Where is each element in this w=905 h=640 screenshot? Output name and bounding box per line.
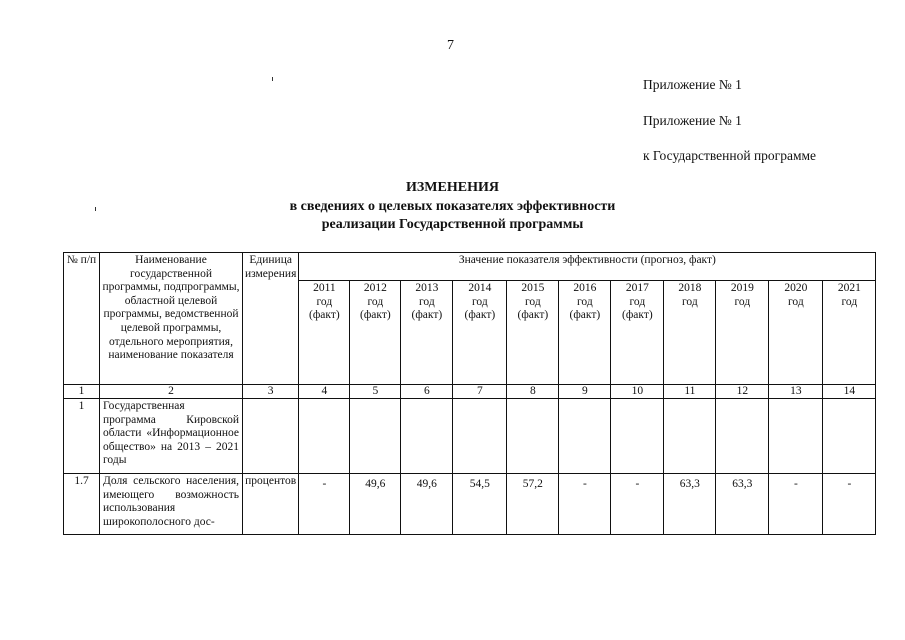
header-year-note: (факт) — [360, 309, 391, 322]
row-unit: процентов — [243, 474, 299, 535]
row-value — [716, 399, 769, 474]
row-value: 54,5 — [453, 474, 507, 535]
page-number: 7 — [447, 38, 454, 53]
row-value: 49,6 — [401, 474, 453, 535]
header-year-year: 2012 — [363, 282, 387, 294]
header-year-2021 — [823, 281, 876, 385]
indicators-table — [63, 252, 876, 535]
column-number: 14 — [823, 385, 876, 399]
header-year-word: год — [734, 295, 751, 308]
row-name: Доля сельского населения, имеющего возможность использования широкополосного дос- — [100, 474, 243, 535]
row-value — [559, 399, 611, 474]
header-year-year: 2020 — [784, 282, 808, 294]
row-value: - — [299, 474, 350, 535]
header-year-word: год — [841, 295, 858, 308]
column-number: 9 — [559, 385, 611, 399]
row-value: - — [769, 474, 823, 535]
header-year-year: 2021 — [837, 282, 861, 294]
header-year-word: год — [682, 295, 698, 308]
row-value: - — [611, 474, 664, 535]
row-value: - — [559, 474, 611, 535]
header-year-note: (факт) — [309, 309, 340, 322]
header-year-note: (факт) — [464, 309, 496, 322]
table-row — [64, 474, 876, 535]
header-year-year: 2017 — [625, 282, 649, 294]
header-year-2018 — [664, 281, 716, 385]
column-number: 5 — [350, 385, 401, 399]
document-title: ИЗМЕНЕНИЯ — [406, 180, 499, 195]
header-year-2011 — [299, 281, 350, 385]
document-subtitle-1: в сведениях о целевых показателях эффективности — [289, 199, 616, 214]
column-number: 11 — [664, 385, 716, 399]
row-name: Государственная программа Кировской области «Информационное общество» на 2013 – 2021 годы — [100, 399, 243, 474]
appendix-line-2: Приложение № 1 — [643, 113, 742, 128]
row-value — [769, 399, 823, 474]
column-number: 10 — [611, 385, 664, 399]
row-value: 63,3 — [716, 474, 769, 535]
header-year-word: год — [367, 295, 384, 308]
header-year-note: (факт) — [622, 309, 653, 322]
header-year-2017 — [611, 281, 664, 385]
header-number: № п/п — [64, 253, 100, 385]
row-value — [401, 399, 453, 474]
header-year-2012 — [350, 281, 401, 385]
row-value: 63,3 — [664, 474, 716, 535]
row-value — [453, 399, 507, 474]
appendix-line-1: Приложение № 1 — [643, 77, 742, 92]
header-year-word: год — [525, 295, 541, 308]
header-year-note: (факт) — [517, 309, 549, 322]
header-year-word: год — [472, 295, 488, 308]
row-value — [823, 399, 876, 474]
row-number: 1.7 — [64, 474, 100, 535]
header-year-year: 2013 — [415, 282, 439, 294]
row-value — [299, 399, 350, 474]
header-year-word: год — [629, 295, 646, 308]
header-year-year: 2014 — [468, 282, 492, 294]
appendix-line-3: к Государственной программе — [643, 148, 817, 163]
row-unit — [243, 399, 299, 474]
header-year-2014 — [453, 281, 507, 385]
row-value — [611, 399, 664, 474]
column-number: 12 — [716, 385, 769, 399]
column-number: 1 — [64, 385, 100, 399]
row-value: - — [823, 474, 876, 535]
scan-speck — [272, 77, 273, 81]
header-year-year: 2011 — [313, 282, 336, 294]
header-year-year: 2015 — [521, 282, 545, 294]
column-number: 7 — [453, 385, 507, 399]
header-year-2013 — [401, 281, 453, 385]
header-year-2019 — [716, 281, 769, 385]
header-name: Наименование государственной программы, подпрограммы, областной целевой программы, ведомственной целевой программы, отдельного мероприятия, наименование показателя — [100, 253, 243, 385]
column-number: 6 — [401, 385, 453, 399]
header-year-2016 — [559, 281, 611, 385]
header-year-year: 2016 — [573, 282, 597, 294]
column-number: 2 — [100, 385, 243, 399]
column-number: 8 — [507, 385, 559, 399]
header-year-year: 2019 — [730, 282, 754, 294]
row-value — [507, 399, 559, 474]
header-year-word: год — [577, 295, 593, 308]
header-year-2020 — [769, 281, 823, 385]
table-row — [64, 399, 876, 474]
document-subtitle-2: реализации Государственной программы — [321, 217, 584, 232]
row-value: 49,6 — [350, 474, 401, 535]
header-year-word: год — [419, 295, 435, 308]
header-year-2015 — [507, 281, 559, 385]
row-value — [664, 399, 716, 474]
row-number: 1 — [64, 399, 100, 474]
column-number: 13 — [769, 385, 823, 399]
row-value: 57,2 — [507, 474, 559, 535]
header-year-word: год — [316, 295, 333, 308]
header-year-note: (факт) — [569, 309, 601, 322]
header-year-year: 2018 — [678, 282, 702, 294]
column-number: 4 — [299, 385, 350, 399]
header-year-word: год — [788, 295, 804, 308]
header-values-group: Значение показателя эффективности (прогноз, факт) — [299, 253, 876, 281]
column-number: 3 — [243, 385, 299, 399]
header-year-note: (факт) — [411, 309, 443, 322]
row-value — [350, 399, 401, 474]
header-unit: Единица измерения — [243, 253, 299, 385]
